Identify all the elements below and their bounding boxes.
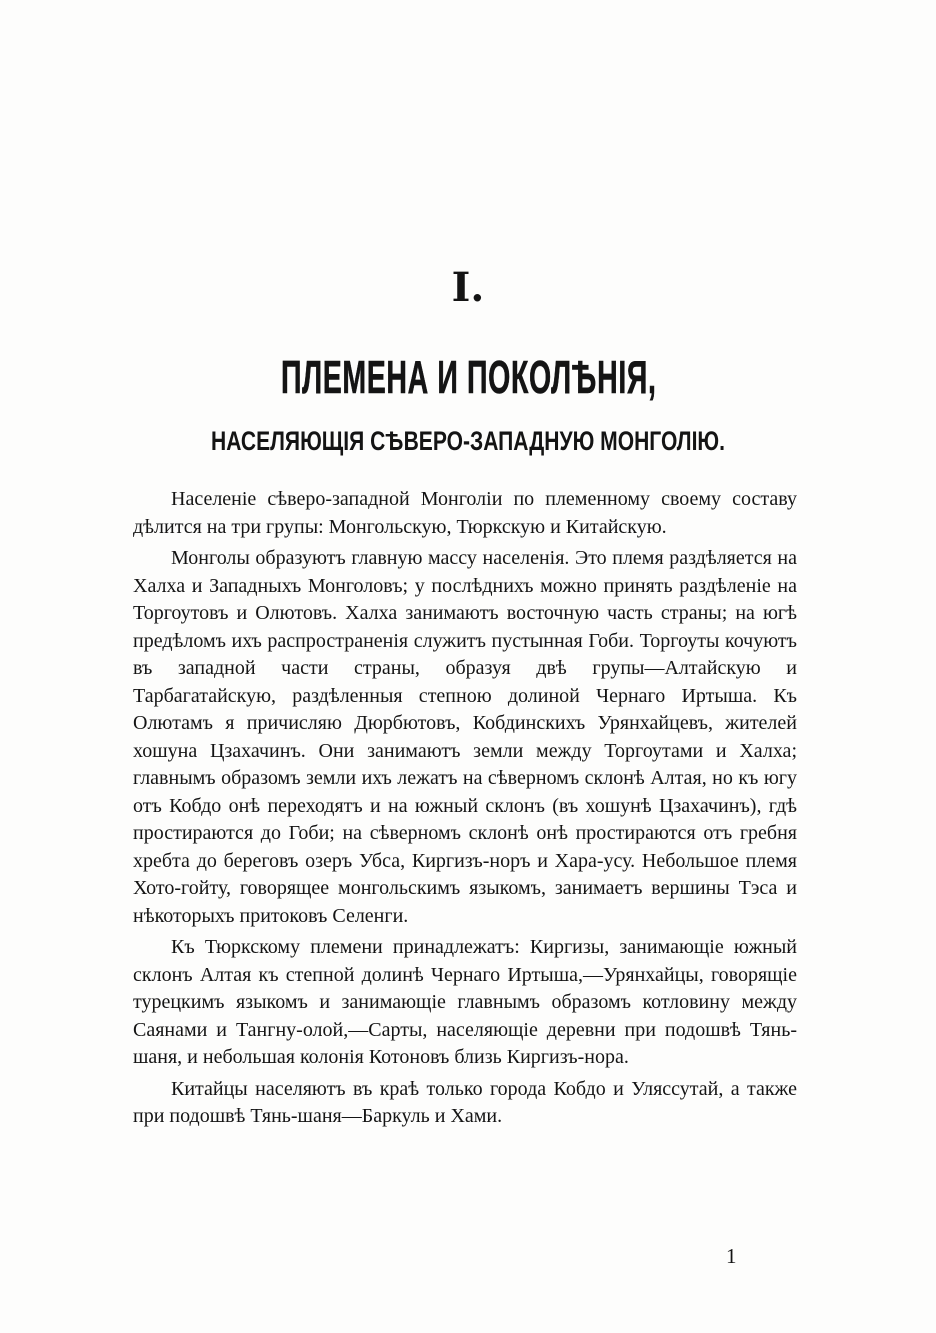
body-text	[133, 486, 797, 1135]
chapter-number: I.	[451, 264, 485, 311]
paragraph: Монголы образуютъ главную массу населенія. Это племя раздѣляется на Халха и Западныхъ Монголовъ; у послѣднихъ можно принять раздѣленіе на Торгоутовъ и Олютовъ. Халха занимаютъ восточную часть страны; на югѣ предѣломъ ихъ распространенія служитъ пустынная Гоби. Торгоуты кочуютъ въ западной части страны, образуя двѣ групы—Алтайскую и Тарбагатайскую, раздѣленныя степною долиной Чернаго Иртыша. Къ Олютамъ я причисляю Дюрбютовъ, Кобдинскихъ Урянхайцевъ, жителей хошуна Цзахачинъ. Они занимаютъ земли между Торгоутами и Халха; главнымъ образомъ земли ихъ лежатъ на сѣверномъ склонѣ Алтая, но къ югу отъ Кобдо онѣ переходятъ и на южный склонъ (въ хошунѣ Цзахачинъ), гдѣ простираются до Гоби; на сѣверномъ склонѣ онѣ простираются отъ гребня хребта до береговъ озеръ Убса, Киргизъ-норъ и Хара-усу. Небольшое племя Хото-гойту, говорящее монгольскимъ языкомъ, занимаетъ вершины Тэса и нѣкоторыхъ притоковъ Селенги.	[133, 547, 797, 927]
chapter-subtitle: НАСЕЛЯЮЩІЯ СѢВЕРО-ЗАПАДНУЮ МОНГОЛІЮ.	[211, 426, 725, 456]
paragraph: Населеніе сѣверо-западной Монголіи по племенному своему составу дѣлится на три групы: Монгольскую, Тюркскую и Китайскую.	[133, 488, 797, 538]
paragraph: Къ Тюркскому племени принадлежатъ: Киргизы, занимающіе южный склонъ Алтая къ степной долинѣ Чернаго Иртыша,—Урянхайцы, говорящіе турецкимъ языкомъ и занимающіе главнымъ образомъ котловину между Саянами и Тангну-олой,—Сарты, населяющіе деревни при подошвѣ Тянь-шаня, и небольшая колонія Котоновъ близь Киргизъ-нора.	[133, 936, 797, 1068]
page-number: 1	[726, 1244, 737, 1268]
chapter-title: ПЛЕМЕНА И ПОКОЛѢНІЯ,	[280, 351, 657, 403]
paragraph: Китайцы населяютъ въ краѣ только города Кобдо и Уляссутай, а также при подошвѣ Тянь-шаня—Баркуль и Хами.	[133, 1077, 797, 1127]
